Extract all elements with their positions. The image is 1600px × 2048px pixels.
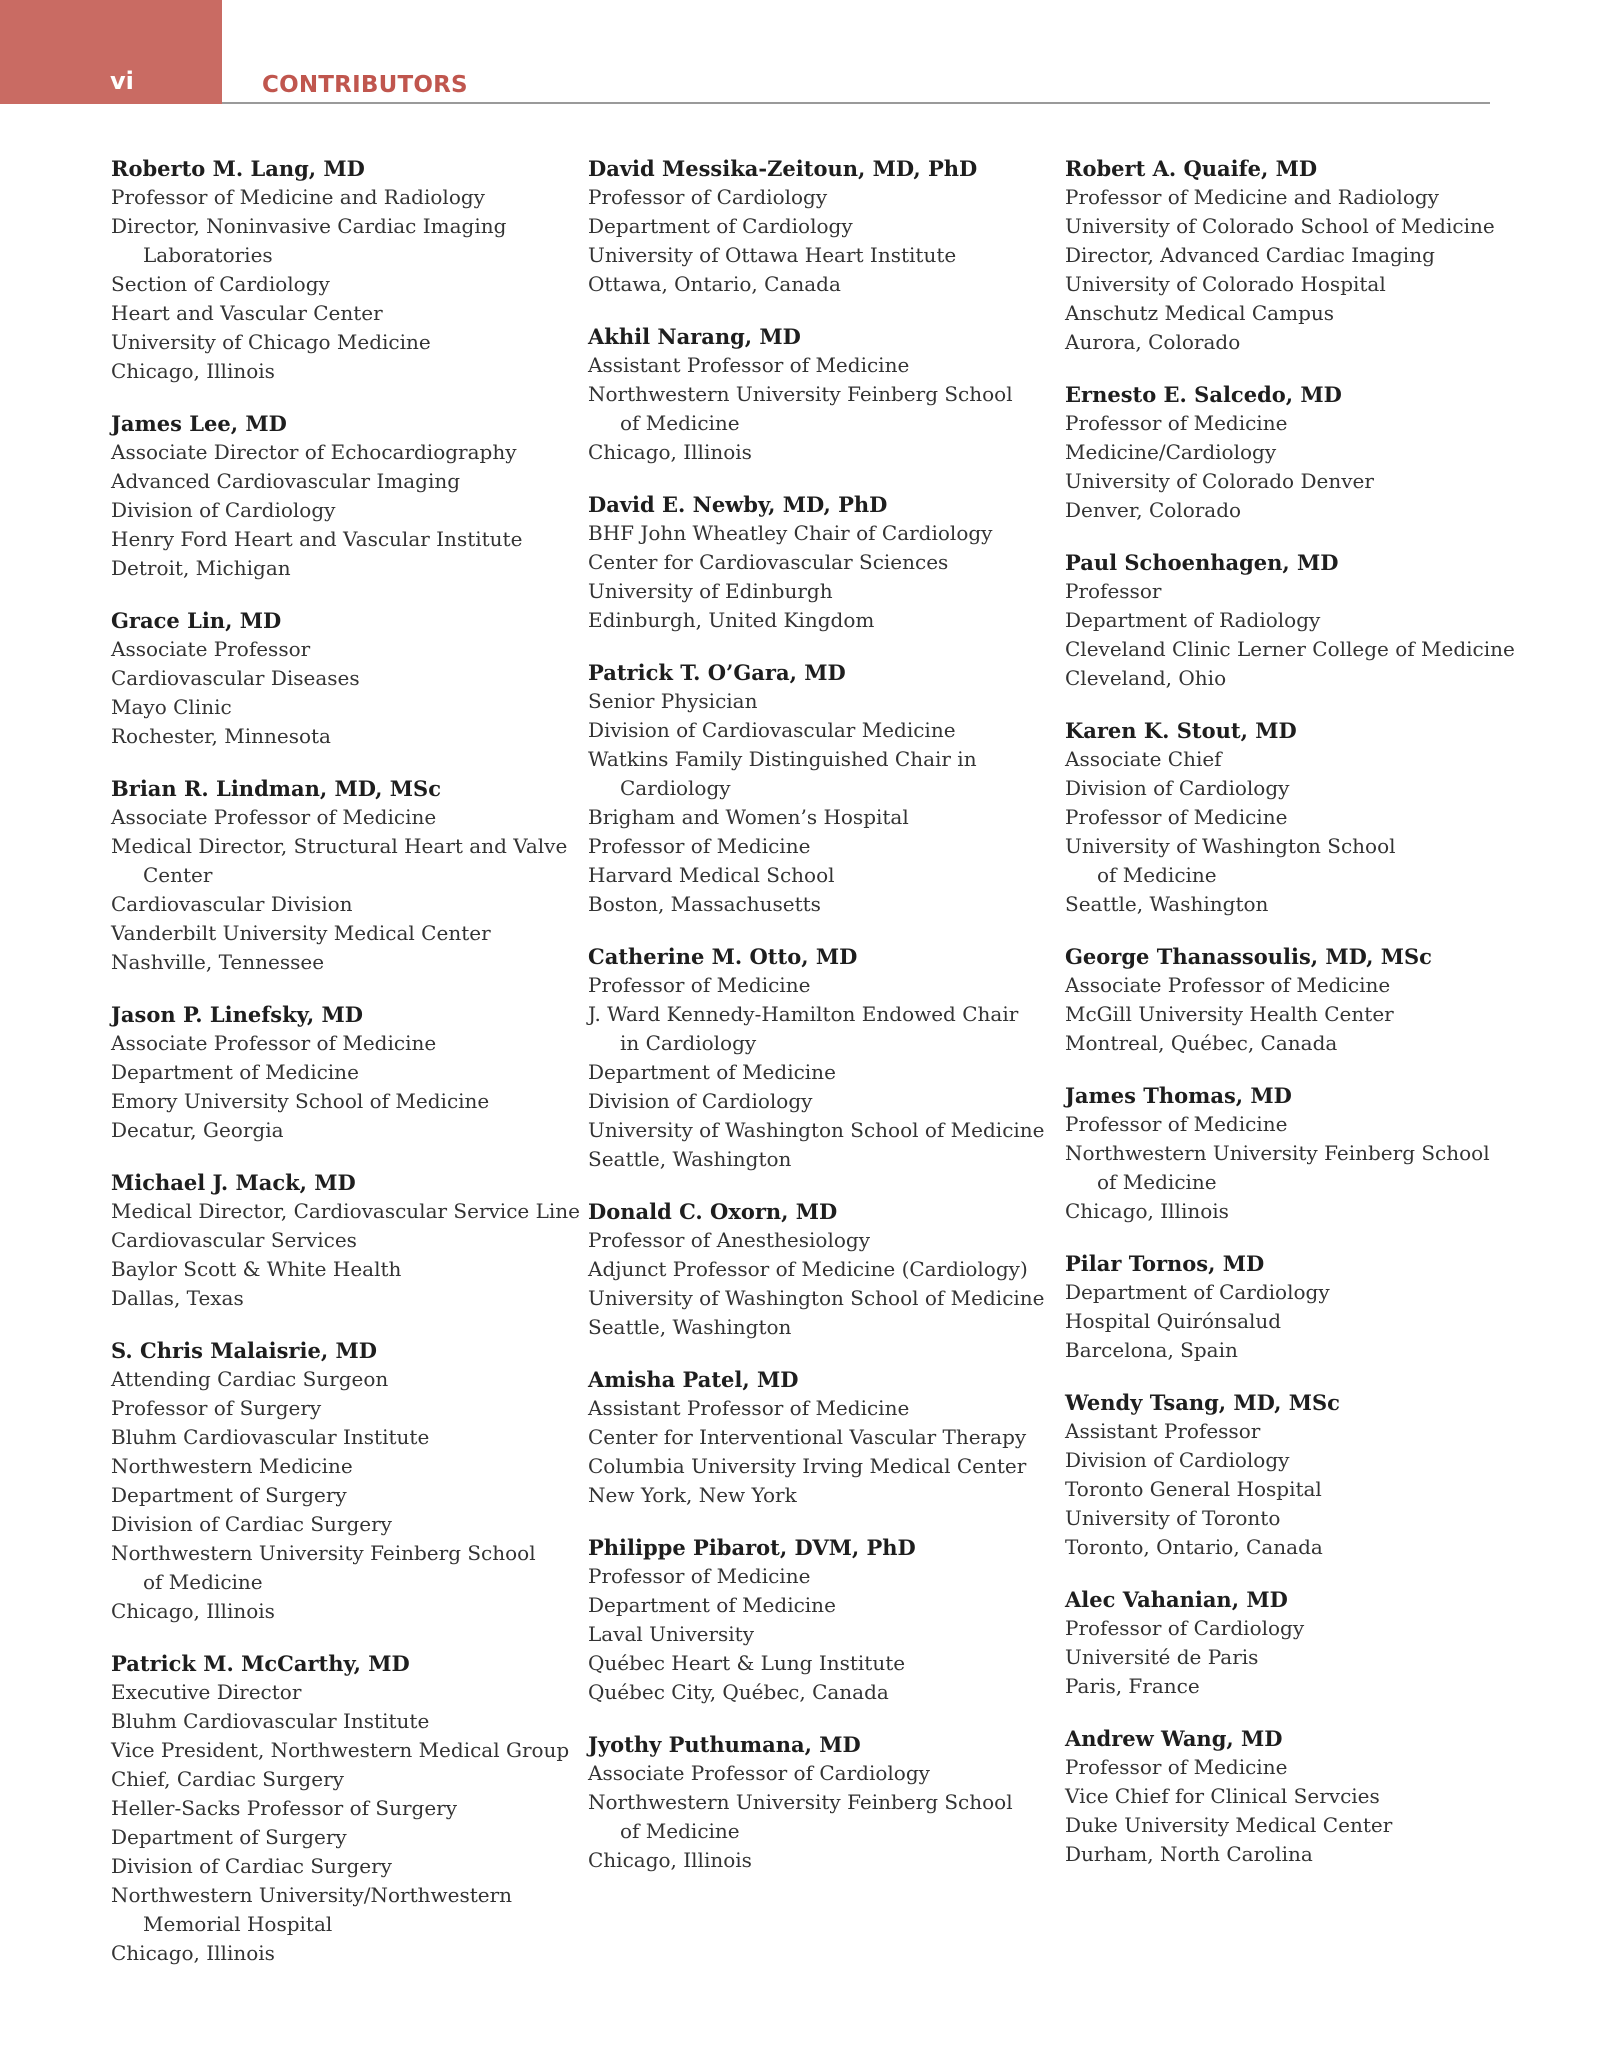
contributor-entry <box>1065 154 1505 357</box>
contributor-affiliation-line: Associate Professor of Medicine <box>111 805 437 829</box>
contributor-affiliation-line: Toronto General Hospital <box>1065 1477 1322 1501</box>
contributor-affiliation-line: Northwestern Medicine <box>111 1454 353 1478</box>
contributor-affiliation-line: Professor of Medicine <box>1065 1112 1288 1136</box>
contributor-name: Robert A. Quaife, MD <box>1065 156 1318 181</box>
contributor-name: Jyothy Puthumana, MD <box>588 1732 861 1757</box>
contributor-entry <box>1065 1081 1505 1226</box>
contributor-affiliation-line: Professor of Cardiology <box>588 185 828 209</box>
contributor-affiliation-line: Northwestern University Feinberg School <box>111 1541 536 1565</box>
contributor-affiliation-line: Henry Ford Heart and Vascular Institute <box>111 527 523 551</box>
contributor-entry <box>1065 716 1505 919</box>
header-rule <box>222 102 1490 104</box>
contributor-affiliation-line: Cleveland, Ohio <box>1065 666 1227 690</box>
contributor-entry <box>588 154 1034 299</box>
contributor-name: David E. Newby, MD, PhD <box>588 492 888 517</box>
contributor-entry <box>588 1197 1045 1342</box>
contributor-entry <box>1065 1724 1505 1869</box>
contributor-affiliation-line: Cleveland Clinic Lerner College of Medicine <box>1065 637 1515 661</box>
contributor-affiliation-line: Paris, France <box>1065 1674 1200 1698</box>
contributor-affiliation-line: Québec City, Québec, Canada <box>588 1680 889 1704</box>
contributor-name: Catherine M. Otto, MD <box>588 944 858 969</box>
contributor-entry <box>1065 1388 1505 1562</box>
contributor-affiliation-line: BHF John Wheatley Chair of Cardiology <box>588 521 993 545</box>
contributor-affiliation-line: Seattle, Washington <box>1065 892 1269 916</box>
contributor-name: Philippe Pibarot, DVM, PhD <box>588 1535 916 1560</box>
contributor-affiliation-line: Chicago, Illinois <box>111 1941 275 1965</box>
contributor-affiliation-line: of Medicine <box>620 411 740 435</box>
contributor-affiliation-line: Cardiovascular Diseases <box>111 666 360 690</box>
contributor-affiliation-line: Department of Cardiology <box>588 214 853 238</box>
contributor-affiliation-line: Chicago, Illinois <box>588 1848 752 1872</box>
contributor-affiliation-line: Associate Professor of Cardiology <box>588 1761 930 1785</box>
contributor-affiliation-line: Center for Cardiovascular Sciences <box>588 550 949 574</box>
contributor-affiliation-line: in Cardiology <box>620 1031 757 1055</box>
contributor-entry <box>111 1336 551 1626</box>
contributor-affiliation-line: Chicago, Illinois <box>111 1599 275 1623</box>
contributor-name: Jason P. Linefsky, MD <box>111 1002 363 1027</box>
contributor-affiliation-line: Professor of Medicine and Radiology <box>111 185 485 209</box>
contributor-affiliation-line: Ottawa, Ontario, Canada <box>588 272 841 296</box>
contributor-affiliation-line: of Medicine <box>1097 863 1217 887</box>
contributor-name: Patrick T. O’Gara, MD <box>588 660 846 685</box>
contributor-entry <box>111 774 568 977</box>
contributor-affiliation-line: Northwestern University Feinberg School <box>588 1790 1013 1814</box>
contributor-affiliation-line: Professor of Medicine and Radiology <box>1065 185 1439 209</box>
contributor-affiliation-line: Attending Cardiac Surgeon <box>111 1367 389 1391</box>
contributor-affiliation-line: Division of Cardiology <box>1065 776 1290 800</box>
contributor-affiliation-line: Director, Noninvasive Cardiac Imaging <box>111 214 507 238</box>
contributor-affiliation-line: Université de Paris <box>1065 1645 1259 1669</box>
contributor-affiliation-line: Department of Surgery <box>111 1483 347 1507</box>
contributor-affiliation-line: Mayo Clinic <box>111 695 232 719</box>
contributor-affiliation-line: Division of Cardiology <box>588 1089 813 1113</box>
contributor-affiliation-line: Department of Surgery <box>111 1825 347 1849</box>
contributor-name: Donald C. Oxorn, MD <box>588 1199 838 1224</box>
contributor-affiliation-line: Executive Director <box>111 1680 302 1704</box>
contributor-affiliation-line: Professor of Medicine <box>1065 805 1288 829</box>
contributor-affiliation-line: Advanced Cardiovascular Imaging <box>111 469 461 493</box>
contributor-affiliation-line: Department of Medicine <box>111 1060 359 1084</box>
contributor-affiliation-line: Chicago, Illinois <box>111 359 275 383</box>
contributor-affiliation-line: of Medicine <box>143 1570 263 1594</box>
contributor-affiliation-line: Medical Director, Cardiovascular Service Line <box>111 1199 580 1223</box>
contributor-affiliation-line: University of Washington School <box>1065 834 1396 858</box>
contributor-affiliation-line: J. Ward Kennedy-Hamilton Endowed Chair <box>588 1002 1019 1026</box>
contributor-affiliation-line: University of Chicago Medicine <box>111 330 431 354</box>
contributor-entry <box>1065 1249 1505 1365</box>
contributor-affiliation-line: Watkins Family Distinguished Chair in <box>588 747 977 771</box>
contributor-name: James Thomas, MD <box>1065 1083 1292 1108</box>
contributor-affiliation-line: Senior Physician <box>588 689 758 713</box>
contributor-affiliation-line: Edinburgh, United Kingdom <box>588 608 875 632</box>
contributor-affiliation-line: Seattle, Washington <box>588 1315 792 1339</box>
contributor-affiliation-line: Seattle, Washington <box>588 1147 792 1171</box>
contributor-affiliation-line: Associate Professor of Medicine <box>1065 973 1391 997</box>
contributor-affiliation-line: New York, New York <box>588 1483 797 1507</box>
contributors-column-1 <box>111 154 580 1991</box>
contributor-affiliation-line: Division of Cardiovascular Medicine <box>588 718 956 742</box>
contributor-affiliation-line: University of Toronto <box>1065 1506 1281 1530</box>
contributor-affiliation-line: McGill University Health Center <box>1065 1002 1394 1026</box>
contributor-affiliation-line: Bluhm Cardiovascular Institute <box>111 1425 430 1449</box>
contributor-affiliation-line: Toronto, Ontario, Canada <box>1065 1535 1323 1559</box>
contributor-affiliation-line: Professor of Medicine <box>1065 411 1288 435</box>
contributor-entry <box>1065 548 1515 693</box>
contributor-affiliation-line: of Medicine <box>1097 1170 1217 1194</box>
contributor-affiliation-line: Professor of Medicine <box>588 1564 811 1588</box>
contributor-entry <box>588 322 1034 467</box>
contributor-affiliation-line: Director, Advanced Cardiac Imaging <box>1065 243 1435 267</box>
contributor-affiliation-line: Adjunct Professor of Medicine (Cardiology) <box>588 1257 1028 1281</box>
contributor-affiliation-line: Medical Director, Structural Heart and Valve <box>111 834 568 858</box>
contributor-name: Pilar Tornos, MD <box>1065 1251 1265 1276</box>
contributor-affiliation-line: Professor of Medicine <box>588 834 811 858</box>
contributor-affiliation-line: Northwestern University Feinberg School <box>1065 1141 1490 1165</box>
contributor-affiliation-line: Laval University <box>588 1622 755 1646</box>
contributor-entry <box>111 1649 570 1968</box>
contributor-affiliation-line: Department of Medicine <box>588 1593 836 1617</box>
contributor-affiliation-line: Department of Medicine <box>588 1060 836 1084</box>
page-number: vi <box>110 67 134 95</box>
contributor-name: Wendy Tsang, MD, MSc <box>1065 1390 1340 1415</box>
contributor-affiliation-line: Associate Professor of Medicine <box>111 1031 437 1055</box>
contributor-affiliation-line: Hospital Quirónsalud <box>1065 1309 1282 1333</box>
contributor-entry <box>111 409 551 583</box>
contributor-affiliation-line: Northwestern University/Northwestern <box>111 1883 513 1907</box>
contributor-affiliation-line: Aurora, Colorado <box>1065 330 1241 354</box>
contributor-affiliation-line: University of Colorado Hospital <box>1065 272 1386 296</box>
contributor-entry <box>588 1730 1034 1875</box>
contributor-affiliation-line: Bluhm Cardiovascular Institute <box>111 1709 430 1733</box>
contributor-affiliation-line: Vanderbilt University Medical Center <box>111 921 491 945</box>
contributor-affiliation-line: Boston, Massachusetts <box>588 892 821 916</box>
contributor-name: Michael J. Mack, MD <box>111 1170 356 1195</box>
contributor-affiliation-line: Harvard Medical School <box>588 863 835 887</box>
contributor-affiliation-line: Denver, Colorado <box>1065 498 1242 522</box>
contributor-entry <box>1065 1585 1505 1701</box>
contributor-affiliation-line: Rochester, Minnesota <box>111 724 331 748</box>
contributor-affiliation-line: Detroit, Michigan <box>111 556 291 580</box>
contributors-column-2 <box>588 154 1045 1898</box>
contributor-affiliation-line: Columbia University Irving Medical Center <box>588 1454 1027 1478</box>
contributor-affiliation-line: Division of Cardiac Surgery <box>111 1854 392 1878</box>
contributor-affiliation-line: Vice Chief for Clinical Servcies <box>1065 1784 1380 1808</box>
contributor-affiliation-line: Durham, North Carolina <box>1065 1842 1313 1866</box>
contributor-affiliation-line: Heart and Vascular Center <box>111 301 383 325</box>
contributor-affiliation-line: Duke University Medical Center <box>1065 1813 1393 1837</box>
contributor-entry <box>588 658 1034 919</box>
contributor-affiliation-line: Nashville, Tennessee <box>111 950 325 974</box>
contributor-entry <box>588 1365 1034 1510</box>
contributor-affiliation-line: Chicago, Illinois <box>1065 1199 1229 1223</box>
contributor-affiliation-line: Emory University School of Medicine <box>111 1089 490 1113</box>
contributor-affiliation-line: Chicago, Illinois <box>588 440 752 464</box>
contributor-entry <box>111 1000 551 1145</box>
contributor-affiliation-line: Assistant Professor <box>1065 1419 1261 1443</box>
contributor-affiliation-line: University of Edinburgh <box>588 579 833 603</box>
contributor-affiliation-line: Professor of Surgery <box>111 1396 322 1420</box>
contributor-name: Amisha Patel, MD <box>588 1367 799 1392</box>
contributor-affiliation-line: Anschutz Medical Campus <box>1065 301 1335 325</box>
contributor-name: S. Chris Malaisrie, MD <box>111 1338 377 1363</box>
contributor-entry <box>588 942 1045 1174</box>
contributor-affiliation-line: Center <box>143 863 213 887</box>
contributor-name: Grace Lin, MD <box>111 608 282 633</box>
contributor-affiliation-line: Division of Cardiac Surgery <box>111 1512 392 1536</box>
contributor-affiliation-line: University of Colorado Denver <box>1065 469 1374 493</box>
contributor-affiliation-line: Professor of Anesthesiology <box>588 1228 871 1252</box>
section-title: CONTRIBUTORS <box>262 72 468 98</box>
contributor-affiliation-line: of Medicine <box>620 1819 740 1843</box>
contributor-affiliation-line: Baylor Scott & White Health <box>111 1257 402 1281</box>
contributor-affiliation-line: Heller-Sacks Professor of Surgery <box>111 1796 458 1820</box>
contributor-affiliation-line: University of Ottawa Heart Institute <box>588 243 957 267</box>
contributor-affiliation-line: Department of Radiology <box>1065 608 1321 632</box>
contributor-affiliation-line: University of Washington School of Medicine <box>588 1286 1045 1310</box>
contributor-affiliation-line: Laboratories <box>143 243 273 267</box>
contributor-name: George Thanassoulis, MD, MSc <box>1065 944 1432 969</box>
contributor-name: Ernesto E. Salcedo, MD <box>1065 382 1342 407</box>
contributor-affiliation-line: Montreal, Québec, Canada <box>1065 1031 1338 1055</box>
contributor-entry <box>111 606 551 751</box>
contributor-entry <box>588 490 1034 635</box>
contributor-affiliation-line: Medicine/Cardiology <box>1065 440 1277 464</box>
contributor-entry <box>588 1533 1034 1707</box>
contributor-affiliation-line: Cardiovascular Services <box>111 1228 357 1252</box>
contributor-entry <box>1065 380 1505 525</box>
contributor-affiliation-line: University of Washington School of Medicine <box>588 1118 1045 1142</box>
contributor-name: Patrick M. McCarthy, MD <box>111 1651 410 1676</box>
contributor-affiliation-line: Northwestern University Feinberg School <box>588 382 1013 406</box>
contributor-affiliation-line: Vice President, Northwestern Medical Group <box>111 1738 570 1762</box>
contributor-affiliation-line: Barcelona, Spain <box>1065 1338 1238 1362</box>
contributor-affiliation-line: Cardiology <box>620 776 731 800</box>
contributor-affiliation-line: Chief, Cardiac Surgery <box>111 1767 344 1791</box>
contributor-affiliation-line: Section of Cardiology <box>111 272 330 296</box>
contributor-affiliation-line: Associate Chief <box>1065 747 1222 771</box>
contributor-affiliation-line: Division of Cardiology <box>111 498 336 522</box>
contributor-affiliation-line: Dallas, Texas <box>111 1286 244 1310</box>
contributor-affiliation-line: Associate Professor <box>111 637 311 661</box>
contributor-affiliation-line: Professor of Cardiology <box>1065 1616 1305 1640</box>
contributor-name: Andrew Wang, MD <box>1065 1726 1283 1751</box>
contributor-affiliation-line: Professor of Medicine <box>588 973 811 997</box>
contributor-entry <box>111 154 551 386</box>
contributor-affiliation-line: Assistant Professor of Medicine <box>588 1396 910 1420</box>
contributor-name: Karen K. Stout, MD <box>1065 718 1297 743</box>
contributor-name: Roberto M. Lang, MD <box>111 156 365 181</box>
contributor-affiliation-line: Professor <box>1065 579 1162 603</box>
contributors-column-3 <box>1065 154 1515 1892</box>
contributor-affiliation-line: Decatur, Georgia <box>111 1118 284 1142</box>
contributor-affiliation-line: Professor of Medicine <box>1065 1755 1288 1779</box>
contributor-entry <box>111 1168 580 1313</box>
contributor-affiliation-line: Division of Cardiology <box>1065 1448 1290 1472</box>
contributor-name: James Lee, MD <box>111 411 287 436</box>
contributor-affiliation-line: Assistant Professor of Medicine <box>588 353 910 377</box>
contributor-name: Akhil Narang, MD <box>588 324 801 349</box>
contributor-name: Paul Schoenhagen, MD <box>1065 550 1339 575</box>
contributor-name: David Messika-Zeitoun, MD, PhD <box>588 156 978 181</box>
contributor-affiliation-line: Brigham and Women’s Hospital <box>588 805 909 829</box>
contributor-affiliation-line: Associate Director of Echocardiography <box>111 440 517 464</box>
contributor-affiliation-line: Center for Interventional Vascular Therapy <box>588 1425 1027 1449</box>
contributor-name: Alec Vahanian, MD <box>1065 1587 1288 1612</box>
contributor-affiliation-line: Memorial Hospital <box>143 1912 333 1936</box>
contributor-affiliation-line: Cardiovascular Division <box>111 892 353 916</box>
contributor-affiliation-line: Québec Heart & Lung Institute <box>588 1651 906 1675</box>
contributor-affiliation-line: University of Colorado School of Medicine <box>1065 214 1495 238</box>
contributor-name: Brian R. Lindman, MD, MSc <box>111 776 441 801</box>
contributor-entry <box>1065 942 1505 1058</box>
contributor-affiliation-line: Department of Cardiology <box>1065 1280 1330 1304</box>
